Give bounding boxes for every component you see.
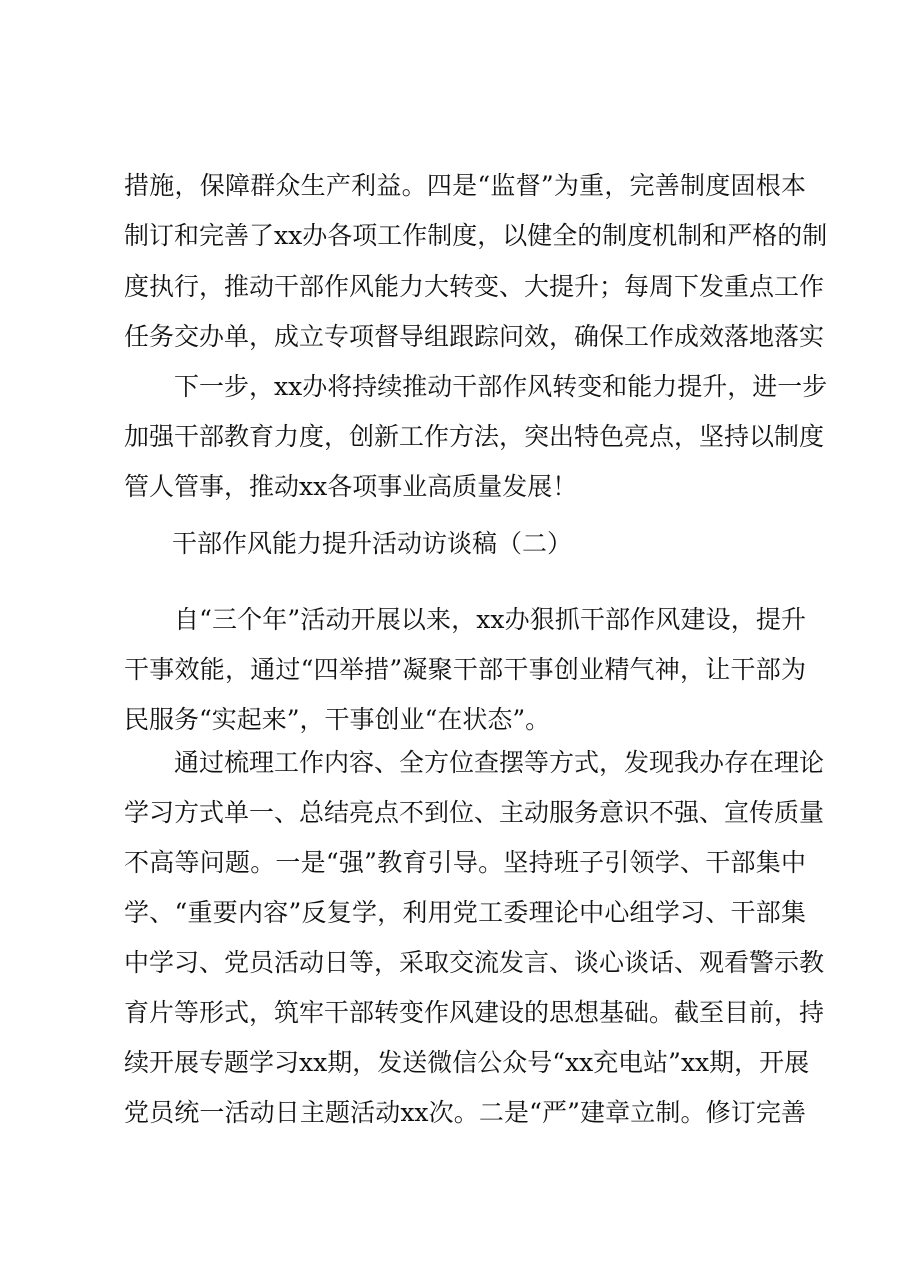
paragraph-line: 中学习、党员活动日等，采取交流发言、谈心谈话、观看警示教 xyxy=(124,948,825,977)
paragraph-line: 加强干部教育力度，创新工作方法，突出特色亮点，坚持以制度 xyxy=(124,422,825,451)
paragraph-line: 育片等形式，筑牢干部转变作风建设的思想基础。截至目前，持 xyxy=(124,998,825,1027)
paragraph-line: 党员统一活动日主题活动xx次。二是“严”建章立制。修订完善 xyxy=(124,1098,806,1127)
paragraph-line: 续开展专题学习xx期，发送微信公众号“xx充电站”xx期，开展 xyxy=(124,1048,810,1077)
paragraph-line: 制订和完善了xx办各项工作制度，以健全的制度机制和严格的制 xyxy=(124,221,828,250)
paragraph-line: 自“三个年”活动开展以来，xx办狠抓干部作风建设，提升 xyxy=(174,605,806,634)
paragraph-line: 不高等问题。一是“强”教育引导。坚持班子引领学、干部集中 xyxy=(124,848,806,877)
section-heading: 干部作风能力提升活动访谈稿（二） xyxy=(172,529,573,558)
paragraph-line: 下一步，xx办将持续推动干部作风转变和能力提升，进一步 xyxy=(174,372,828,401)
paragraph-line: 管人管事，推动xx各项事业高质量发展！ xyxy=(124,472,578,501)
paragraph-line: 干事效能，通过“四举措”凝聚干部干事创业精气神，让干部为 xyxy=(124,655,806,684)
paragraph-line: 措施，保障群众生产利益。四是“监督”为重，完善制度固根本 xyxy=(124,171,806,200)
paragraph-line: 通过梳理工作内容、全方位查摆等方式，发现我办存在理论 xyxy=(174,748,825,777)
paragraph-line: 任务交办单，成立专项督导组跟踪问效，确保工作成效落地落实 xyxy=(124,322,825,351)
paragraph-line: 民服务“实起来”，干事创业“在状态”。 xyxy=(124,705,551,734)
paragraph-line: 学、“重要内容”反复学，利用党工委理论中心组学习、干部集 xyxy=(124,898,806,927)
paragraph-line: 学习方式单一、总结亮点不到位、主动服务意识不强、宣传质量 xyxy=(124,798,825,827)
paragraph-line: 度执行，推动干部作风能力大转变、大提升；每周下发重点工作 xyxy=(124,272,825,301)
